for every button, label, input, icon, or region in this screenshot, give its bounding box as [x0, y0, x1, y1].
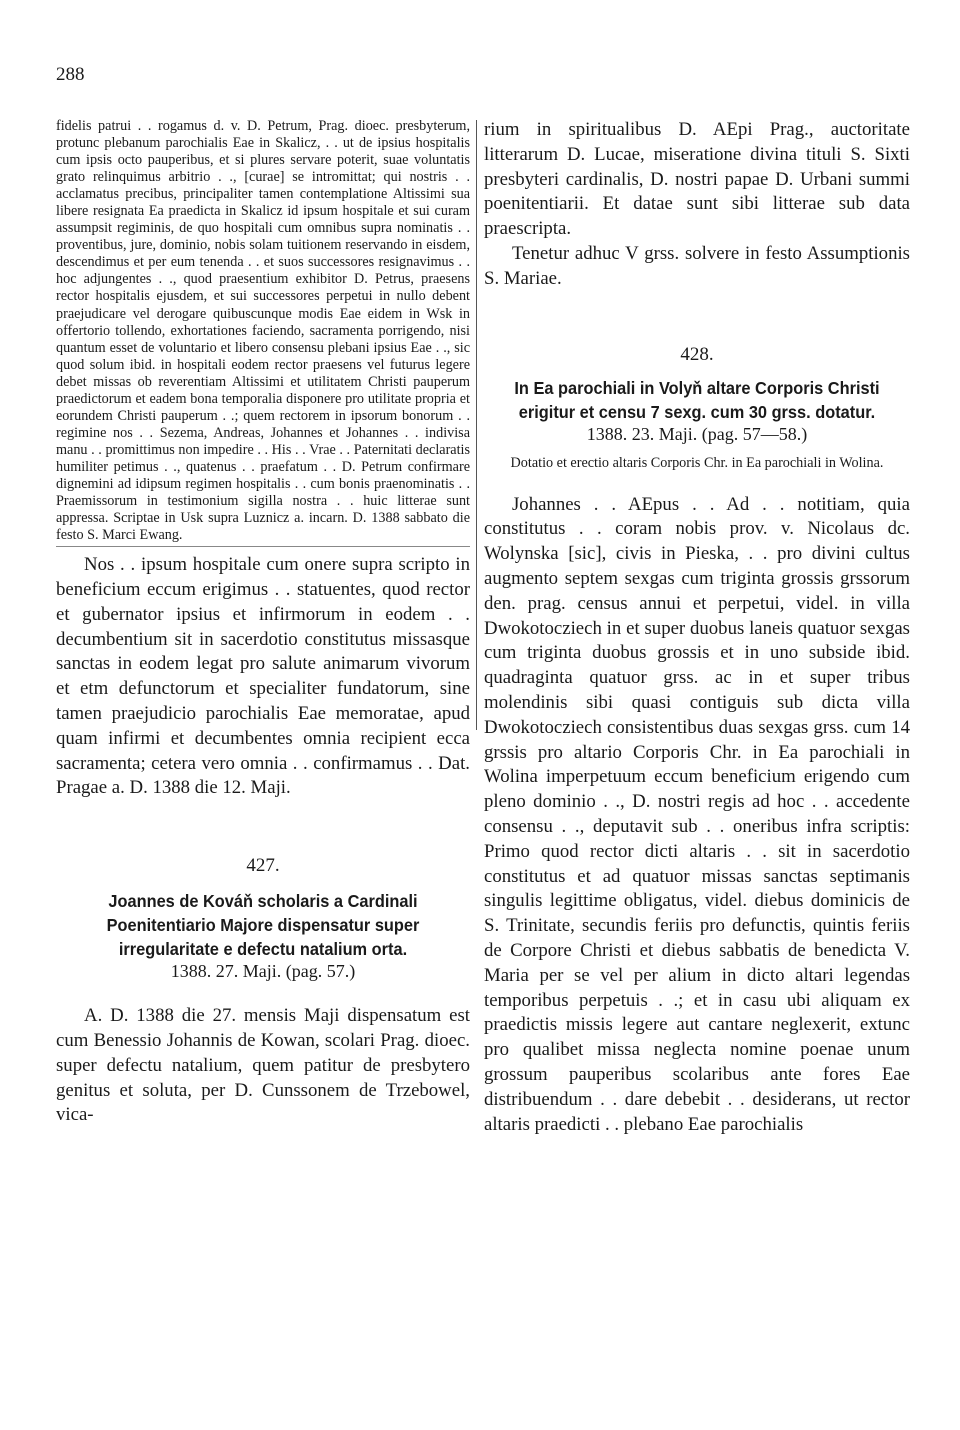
page-number: 288: [56, 64, 85, 85]
continued-paragraph: rium in spiritualibus D. AEpi Prag., auctoritate litterarum D. Lucae, miseratione divina tituli S. Sixti presbyteri cardinalis, D. nostri papae D. Urbani summi poenitentiarii. Et datae sunt sibi litterae sub data praescripta.: [484, 119, 910, 240]
entry-date-428: 1388. 23. Maji. (pag. 57—58.): [586, 423, 808, 444]
column-divider: [476, 120, 477, 730]
entry-number-427: 427.: [246, 855, 280, 877]
entry-text-427: A. D. 1388 die 27. mensis Maji dispensatum est cum Benessio Johannis de Kowan, scolari Prag. dioec. super defectu natalium, quem patitur de presbytero genitus et soluta, per D. Cunssonem de Trzebowel, vica-: [56, 1005, 470, 1126]
right-column: [484, 118, 910, 1137]
charter-text: [56, 118, 470, 544]
separator-line: [56, 546, 470, 547]
entry-heading-427: Joannes de Kováň scholaris a Cardinali Poenitentiario Majore dispensatur super irregularitate e defectu natalium orta.: [106, 891, 420, 960]
left-column: [56, 118, 470, 1128]
entry-number-428: 428.: [680, 343, 714, 365]
entry-heading-428: In Ea parochiali in Volyň altare Corporis Christi erigitur et censu 7 sexg. cum 30 grss. dotatur.: [514, 377, 880, 422]
charter-paragraph: fidelis patrui . . rogamus d. v. D. Petrum, Prag. dioec. presbyterum, protunc plebanum parochialis Eae in Skalicz, . . ut de ipsius hospitalis cum ipsis octo pauperibus, et si plures servare poterit, suae voluntatis grato relinquimus arbitrio . ., [curae] se intromittat; qui nostris . . acclamatus precibus, principaliter tamen contemplatione Altissimi sua libere resignata Ea praedicta in Skalicz id ipsum hospitale et sui curam assumpsit regiminis, de quo hospitali cum omnibus supra nominatis . . proventibus, jure, dominio, nobis solam tuitionem reservando in eisdem, descendimus et per eum tenenda . . et suos successores resignavimus . . hoc adjungentes . ., quod praesentium exhibitor D. Petrus, praesens rector hospitalis ejusdem, et sui successores perpetui in nullo debent praejudicare vel derogare quibuscunque modis Eae eidem in Wsk in offertorio tollendo, exhortationes faciendo, sacramenta porrigendo, nisi quantum esset de voluntario et libero consensu plebani ipsius Eae . ., sic quod solum ibid. in hospitali eodem rector praesens vel futurus legere debet missas ob reverentiam Altissimi et utilitatem Christi pauperum praedictorum et eadem bona temporalia disponere pro utilitate propria et eorundem Christi pauperum . .; quem rectorem in ipsorum bonorum . . regimine nos . . Sezema, Andreas, Johannes et Johannes . . indivisa manu . . promittimus non impedire . . His . . Vrae . . Paternitati declaratis humiliter petimus . ., quatenus . . praefatum . . D. Petrum confirmare dignemini ad idipsum regimen hospitalis . . cum bonis praenominatis . . Praemissorum in testimonium sigilla nostra . . huic litterae sunt appressa. Scriptae in Usk supra Luznicz a. incarn. D. 1388 sabbato die festo S. Marci Ewang.: [56, 118, 470, 544]
entry-text-428: Johannes . . AEpus . . Ad . . notitiam, quia constitutus . . coram nobis prov. v. Nicolaus dc. Wolynska [sic], civis in Pieska, . . pro divini cultus augmento septem sexgas cum triginta grossis grssorum den. prag. census annui et perpetui, videl. in villa Dwokotocziech in et super duobus laneis quatuor sexgas cum triginta duobus grossis et in uno subside ibid. quadraginta quatuor grss. ac in et super tribus molendinis sibi quasi contiguis sub dicta villa Dwokotocziech consistentibus duas sexgas grss. cum 14 grssis pro altario Corporis Chr. in Ea parochiali in Wolina imperpetuum eccum beneficium erigendo cum pleno dominio . ., D. nostri regis ad hoc . . accedente consensu . ., deputavit sub . . oneribus infra scriptis: Primo quod rector dicti altaris . . sit in sacerdotio constitutus et ad quatuor missas sanctas septimanis singulis legittime obligatus, videl. diebus dominicis de S. Trinitate, secundis feriis pro defunctis, quintis feriis de Corpore Christi et diebus sabbatis de benedicta V. Maria per se vel per alium in dicto altari legendas temporibus perpetuis . .; et in casu ubi aliquam ex praedictis missis legere aut cantare neglexerit, extunc pro qualibet missa neglecta nomine poenae unum grossum pauperibus scolaribus ante fores Eae distribuendum . . dare debebit . . desiderans, ut rector altaris praedicti . . plebano Eae parochialis: [484, 493, 910, 1135]
continued-paragraph-2: Tenetur adhuc V grss. solvere in festo Assumptionis S. Mariae.: [484, 242, 910, 289]
confirmation-paragraph: Nos . . ipsum hospitale cum onere supra scripto in beneficium eccum erigimus . . statuentes, quod rector et gubernator ipsius et infirmorum in eodem . . decumbentium sit in sacerdotio constitutus missasque sanctas in eodem legat pro salute animarum vivorum et etm defunctorum et specialiter fundatorum, sine tamen praejudicio parochialis Eae memoratae, apud quam infirmi et decumbentes omnia recipient ecca sacramenta; cetera vero omnia . . confirmamus . . Dat. Pragae a. D. 1388 die 12. Maji.: [56, 554, 470, 799]
entry-abstract-428: Dotatio et erectio altaris Corporis Chr. in Ea parochiali in Wolina.: [510, 454, 884, 471]
entry-date-427: 1388. 27. Maji. (pag. 57.): [170, 961, 356, 982]
